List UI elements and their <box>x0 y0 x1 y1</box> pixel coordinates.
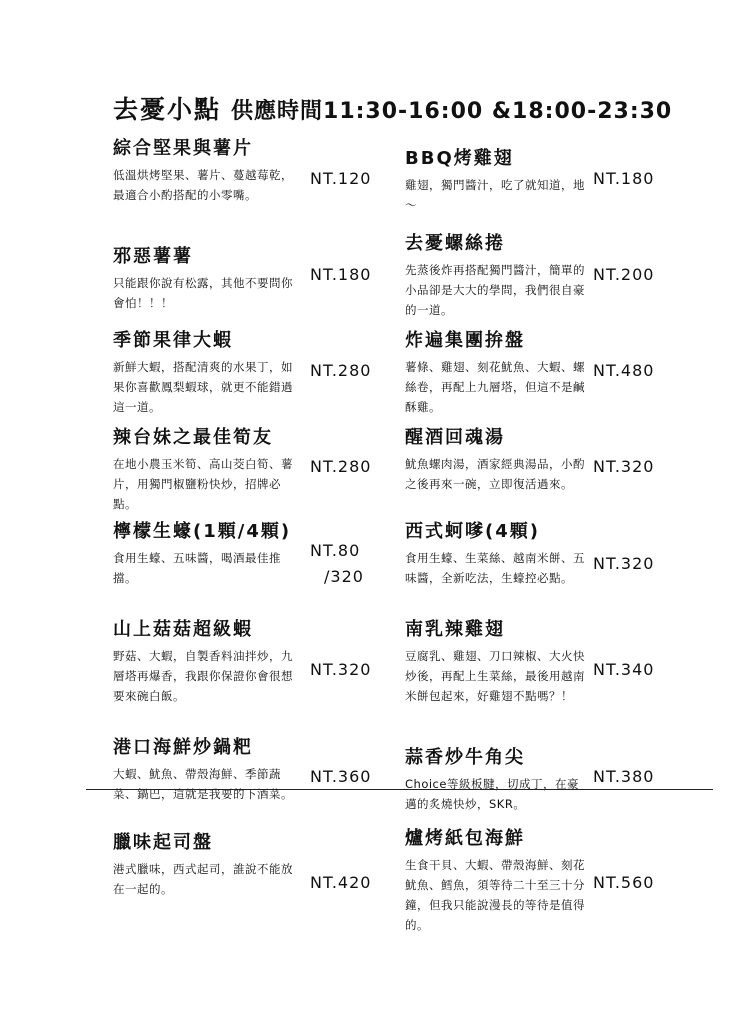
item-name: 西式蚵嗲(4顆) <box>405 521 540 542</box>
menu-item <box>405 232 590 320</box>
menu-item <box>405 827 590 935</box>
menu-item <box>113 245 298 313</box>
item-name: 邪惡薯薯 <box>113 246 193 267</box>
item-description: 魷魚螺肉湯，酒家經典湯品，小酌之後再來一碗，立即復活過來。 <box>405 457 585 491</box>
horizontal-rule <box>86 789 713 790</box>
menu-header <box>113 90 672 126</box>
item-price: NT.280 <box>310 457 372 476</box>
item-description: 只能跟你說有松露，其他不要問你會怕！！！ <box>113 276 293 310</box>
item-name: 辣台妹之最佳筍友 <box>113 427 273 448</box>
item-name: 港口海鮮炒鍋粑 <box>113 737 253 758</box>
item-price-secondary: /320 <box>324 567 364 586</box>
item-description: 食用生蠔、生菜絲、越南米餅、五味醬，全新吃法，生蠔控必點。 <box>405 551 585 585</box>
item-price: NT.180 <box>310 265 372 284</box>
menu-item <box>113 520 298 588</box>
menu-item <box>113 137 298 205</box>
item-description: 在地小農玉米筍、高山茭白筍、薯片，用獨門椒鹽粉快炒，招牌必點。 <box>113 457 293 511</box>
service-hours: 供應時間11:30-16:00 &18:00-23:30 <box>231 99 673 124</box>
menu-item <box>113 831 298 899</box>
item-name: BBQ烤雞翅 <box>405 148 514 169</box>
menu-item <box>405 329 590 417</box>
item-price: NT.380 <box>593 767 655 786</box>
item-price: NT.360 <box>310 767 372 786</box>
item-name: 醒酒回魂湯 <box>405 427 505 448</box>
item-price: NT.340 <box>593 660 655 679</box>
item-name: 南乳辣雞翅 <box>405 619 505 640</box>
item-price: NT.120 <box>310 169 372 188</box>
item-description: 雞翅，獨門醬汁，吃了就知道，地～ <box>405 178 585 212</box>
item-description: 食用生蠔、五味醬，喝酒最佳推擋。 <box>113 551 281 585</box>
menu-item <box>405 520 590 588</box>
item-price: NT.320 <box>310 660 372 679</box>
menu-item <box>113 329 298 417</box>
item-name: 爐烤紙包海鮮 <box>405 828 525 849</box>
item-name: 季節果律大蝦 <box>113 330 233 351</box>
item-name: 綜合堅果與薯片 <box>113 138 253 159</box>
item-description: Choice等級板腱，切成丁，在豪邁的炙燒快炒，SKR。 <box>405 777 579 811</box>
item-name: 炸遍集團拚盤 <box>405 330 525 351</box>
item-price: NT.180 <box>593 169 655 188</box>
item-description: 生食干貝、大蝦、帶殼海鮮、刻花魷魚、鱈魚，須等待二十至三十分鐘，但我只能說漫長的等待是值得的。 <box>405 858 585 932</box>
item-name: 蒜香炒牛角尖 <box>405 747 525 768</box>
item-price: NT.560 <box>593 873 655 892</box>
item-price: NT.280 <box>310 361 372 380</box>
item-description: 薯條、雞翅、刻花魷魚、大蝦、螺絲卷，再配上九層塔，但這不是鹹酥雞。 <box>405 360 585 414</box>
item-description: 低溫烘烤堅果、薯片、蔓越莓乾，最適合小酌搭配的小零嘴。 <box>113 168 293 202</box>
menu-item <box>113 426 298 514</box>
item-description: 大蝦、魷魚、帶殼海鮮、季節蔬菜、鍋巴，這就是我要的下酒菜。 <box>113 767 293 801</box>
item-price: NT.320 <box>593 554 655 573</box>
item-description: 先蒸後炸再搭配獨門醬汁，簡單的小品卻是大大的學問，我們很自豪的一道。 <box>405 263 585 317</box>
item-description: 野菇、大蝦，自製香料油拌炒，九層塔再爆香，我跟你保證你會很想要來碗白飯。 <box>113 649 293 703</box>
item-description: 港式臘味，西式起司，誰說不能放在一起的。 <box>113 862 293 896</box>
item-name: 山上菇菇超級蝦 <box>113 619 253 640</box>
menu-item <box>405 618 590 706</box>
item-name: 去憂螺絲捲 <box>405 233 505 254</box>
menu-title: 去憂小點 <box>113 95 222 124</box>
item-price: NT.480 <box>593 361 655 380</box>
item-price: NT.200 <box>593 265 655 284</box>
item-price: NT.80 <box>310 541 361 560</box>
menu-item <box>405 426 590 494</box>
item-description: 豆腐乳、雞翅、刀口辣椒、大火快炒後，再配上生菜絲，最後用越南米餅包起來，好雞翅不點嗎？！ <box>405 649 585 703</box>
menu-item <box>405 147 590 215</box>
menu-item <box>113 736 298 804</box>
item-name: 臘味起司盤 <box>113 832 213 853</box>
item-price: NT.320 <box>593 457 655 476</box>
menu-item <box>405 746 590 814</box>
item-description: 新鮮大蝦，搭配清爽的水果丁，如果你喜歡鳳梨蝦球，就更不能錯過這一道。 <box>113 360 293 414</box>
item-price: NT.420 <box>310 873 372 892</box>
item-name: 檸檬生蠔(1顆/4顆) <box>113 521 292 542</box>
menu-item <box>113 618 298 706</box>
